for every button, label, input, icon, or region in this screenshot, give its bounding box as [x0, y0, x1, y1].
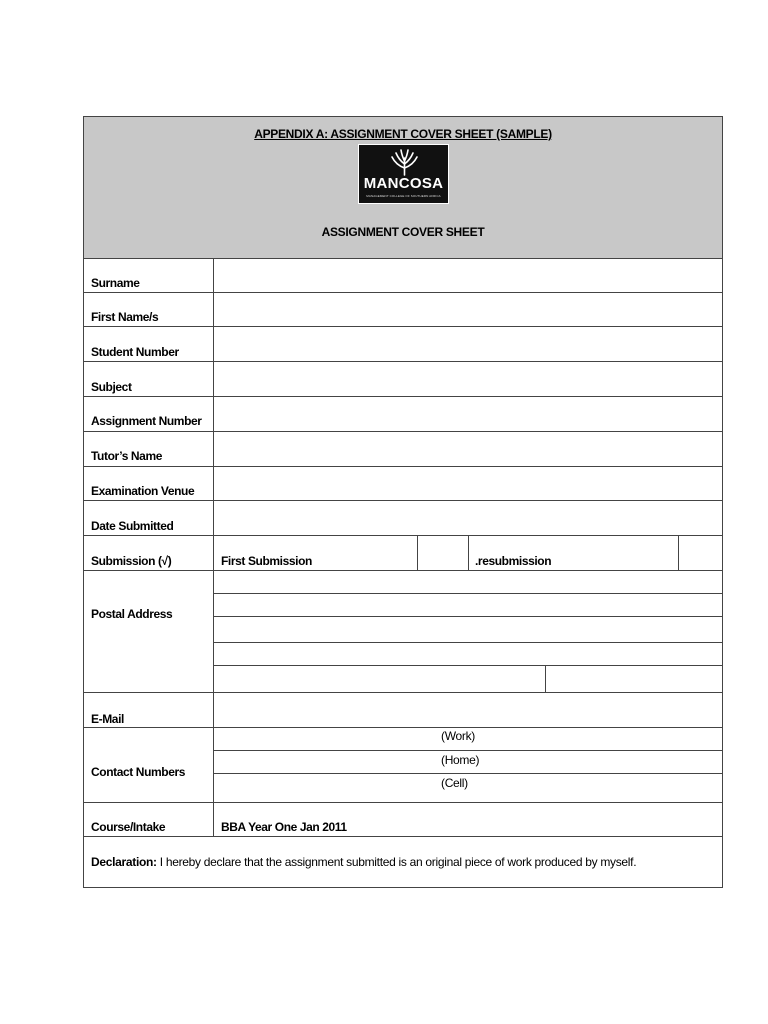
resubmission-label: .resubmission [475, 554, 552, 568]
postal-address-line-1[interactable] [214, 571, 722, 593]
postal-address-line-2[interactable] [214, 594, 722, 616]
course-intake-value: BBA Year One Jan 2011 [221, 820, 347, 834]
resubmission-checkbox[interactable] [679, 536, 722, 570]
assignment-cover-sheet [83, 116, 723, 888]
postal-address-line-5[interactable] [214, 666, 545, 692]
home-number-label: (Home) [441, 753, 480, 767]
first-submission-checkbox[interactable] [418, 536, 468, 570]
student-number-label: Student Number [91, 345, 179, 359]
first-submission-label: First Submission [221, 554, 312, 568]
cell-divider [468, 536, 469, 570]
subject-label: Subject [91, 380, 132, 394]
date-submitted-label: Date Submitted [91, 519, 174, 533]
row-divider [84, 836, 722, 837]
surname-label: Surname [91, 276, 140, 290]
assignment-number-field[interactable] [214, 397, 722, 431]
sheet-header [84, 117, 722, 259]
cell-number-field[interactable] [214, 774, 722, 801]
declaration-text: I hereby declare that the assignment submitted is an original piece of work produced by myself. [156, 855, 637, 869]
date-submitted-field[interactable] [214, 501, 722, 535]
postal-address-line-3[interactable] [214, 617, 722, 642]
tree-logo-icon [359, 148, 450, 176]
cell-number-label: (Cell) [441, 776, 468, 790]
email-label: E-Mail [91, 712, 124, 726]
work-number-label: (Work) [441, 729, 475, 743]
submission-label: Submission (√) [91, 554, 172, 568]
row-divider [84, 802, 722, 803]
row-divider [84, 535, 722, 536]
email-field[interactable] [214, 693, 722, 727]
tutors-name-label: Tutor’s Name [91, 449, 162, 463]
surname-field[interactable] [214, 259, 722, 292]
student-number-field[interactable] [214, 327, 722, 361]
examination-venue-label: Examination Venue [91, 484, 195, 498]
sheet-title: ASSIGNMENT COVER SHEET [321, 225, 485, 239]
examination-venue-field[interactable] [214, 467, 722, 500]
logo-subtext: MANAGEMENT COLLEGE OF SOUTHERN AFRICA [366, 194, 441, 198]
tutors-name-field[interactable] [214, 432, 722, 466]
declaration [91, 855, 636, 869]
postal-address-label: Postal Address [91, 607, 173, 621]
contact-numbers-label: Contact Numbers [91, 765, 186, 779]
first-names-field[interactable] [214, 293, 722, 326]
assignment-number-label: Assignment Number [91, 414, 202, 428]
first-names-label: First Name/s [91, 310, 159, 324]
postal-address-line-4[interactable] [214, 643, 722, 665]
appendix-title: APPENDIX A: ASSIGNMENT COVER SHEET (SAMPLE) [254, 127, 552, 141]
course-intake-label: Course/Intake [91, 820, 166, 834]
logo-text: MANCOSA [363, 175, 444, 192]
postal-code-field[interactable] [546, 666, 722, 692]
subject-field[interactable] [214, 362, 722, 396]
declaration-label: Declaration: [91, 855, 157, 869]
mancosa-logo [358, 144, 449, 204]
